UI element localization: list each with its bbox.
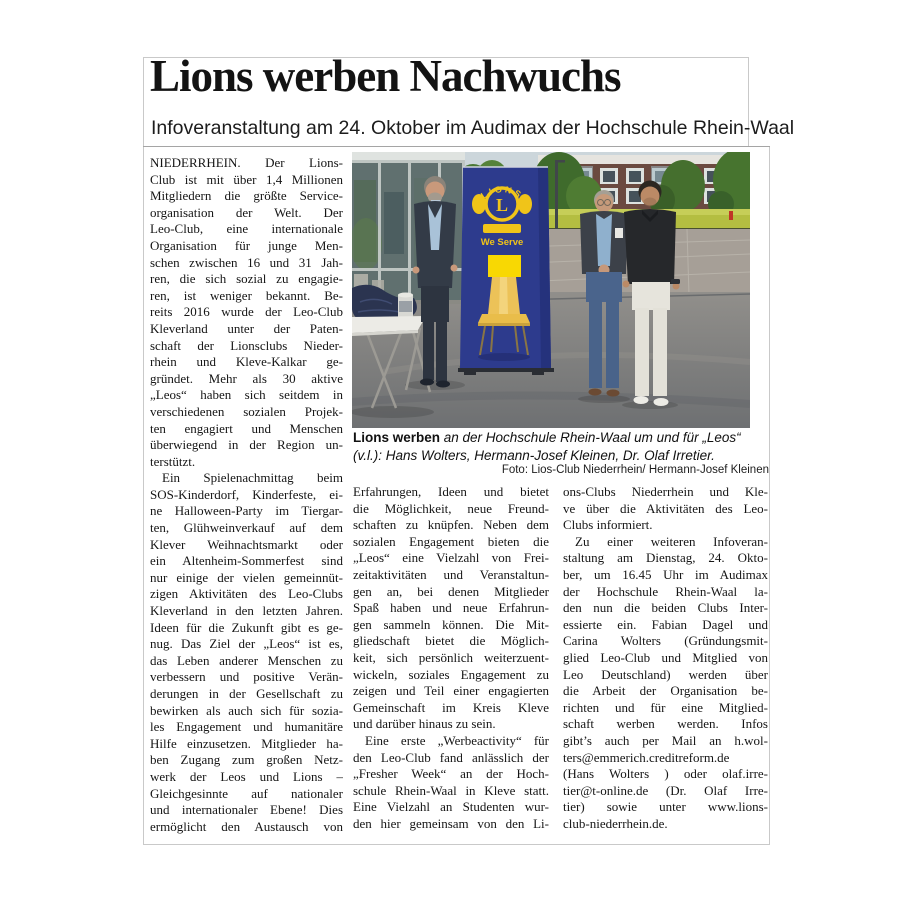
body-line: „Fresher Week“ an der Hoch- — [353, 766, 549, 782]
body-line: werk der Leos und Lions – — [150, 768, 343, 784]
body-line: Gleichgesinnte auf nationaler — [150, 785, 343, 801]
body-line: Carina Wolters (Gründungsmit- — [563, 633, 768, 649]
body-line: gründet. Mehr als 30 aktive — [150, 370, 343, 386]
paragraph — [353, 733, 549, 833]
clip-border-bottom — [143, 844, 770, 845]
body-line: Zu einer weiteren Infoveran- — [575, 533, 768, 549]
body-line: Leo Deutschland) werden über — [563, 666, 768, 682]
lions-ribbon — [483, 224, 521, 233]
body-line: verschiedenen sozialen Projek- — [150, 403, 343, 419]
body-line: ve über die Aktivitäten des Leo- — [563, 500, 768, 516]
body-line: Eine erste „Werbeactivity“ für — [365, 732, 549, 748]
body-line: ermöglicht den Austausch von — [150, 818, 343, 834]
body-line: Klever Weihnachtsmarkt oder — [150, 536, 343, 552]
body-line: NIEDERRHEIN. Der Lions- — [150, 155, 343, 170]
body-line: ten engagiert und Menschen — [150, 420, 343, 436]
body-line: gibt’s auch per Mail an h.wol- — [563, 732, 768, 748]
body-line: club-niederrhein.de. — [563, 815, 668, 831]
divider-rule — [143, 146, 770, 147]
body-line: reits 2016 wurde der Leo-Club — [150, 304, 343, 320]
paragraph — [150, 470, 343, 835]
body-line: zeigen und Teil einer engagierten — [353, 683, 549, 699]
body-line: „Leos“ eine Vielzahl von Frei- — [353, 550, 549, 566]
body-line: Erfahrungen, Ideen und bietet — [353, 484, 549, 499]
body-line: schule Rhein-Waal in Kleve statt. — [353, 782, 549, 798]
photo-credit: Foto: Lios-Club Niederrhein/ Hermann-Josef Kleinen — [501, 464, 769, 476]
body-line: die Arbeit der Organisation be- — [563, 683, 768, 699]
body-line: Organisation für junge Men- — [150, 237, 343, 253]
paragraph — [563, 484, 768, 534]
body-line: schen zwischen 16 und 31 Jah- — [150, 254, 343, 270]
body-line: ber, um 16.45 Uhr im Audimax — [563, 566, 768, 582]
body-line: Mitgliedern die größte Service- — [150, 188, 343, 204]
body-line: sozialen Engagement bieten die — [353, 533, 549, 549]
text-column-2 — [353, 484, 549, 832]
caption-text: an der Hochschule Rhein-Waal um und für „Leos“ (v.l.): Hans Wolters, Hermann-Josef Kleinen, Dr. Olaf Irretier. — [353, 430, 741, 463]
body-line: SOS-Kinderdorf, Kinderfeste, ei- — [150, 486, 343, 502]
article-headline: Lions werben Nachwuchs — [150, 51, 621, 101]
body-line: die Möglichkeit, neue Freund- — [353, 500, 549, 516]
body-line: schaft werben werden. Infos — [563, 716, 768, 732]
body-line: nur einige der vielen gemeinnüt- — [150, 569, 343, 585]
body-line: richten und für eine Mitglied- — [563, 699, 768, 715]
body-line: Spaß haben und neue Erfahrun- — [353, 600, 549, 616]
body-line: keit, sich persönlich weiterzuent- — [353, 649, 549, 665]
body-line: der Hochschule Rhein-Waal la- — [563, 583, 768, 599]
clip-border-left — [143, 57, 144, 845]
body-line: schaft der Lionsclubs Nieder- — [150, 337, 343, 353]
body-line: Eine Vielzahl an Studenten wur- — [353, 799, 549, 815]
body-line: Kleverland in den letzten Jahren. — [150, 603, 343, 619]
body-line: ben Zugang zum großen Netz- — [150, 752, 343, 768]
body-line: zigen Aktivitäten des Leo-Clubs — [150, 586, 343, 602]
distant-person — [729, 211, 733, 220]
body-line: ren, ist weniger bekannt. Be- — [150, 287, 343, 303]
text-column-1 — [150, 155, 343, 835]
caption-lead: Lions werben — [353, 430, 441, 445]
body-line: ein Altenheim-Sommerfest sind — [150, 553, 343, 569]
body-line: terstützt. — [150, 453, 196, 469]
paragraph — [353, 484, 549, 733]
lions-monogram: L — [495, 195, 509, 215]
body-line: schaften zu knüpfen. Neben dem — [353, 517, 549, 533]
body-line: „Leos“ haben sich seitdem in — [150, 387, 343, 403]
body-line: Clubs informiert. — [563, 517, 653, 533]
body-line: gliedschaft bietet die Möglich- — [353, 633, 549, 649]
text-column-3 — [563, 484, 768, 832]
body-line: gen an, bei denen Mitglieder — [353, 583, 549, 599]
paragraph — [150, 155, 343, 470]
body-line: derungen in der Gesellschaft zu — [150, 686, 343, 701]
body-line: Gemeinschaft im Kreis Kleve — [353, 699, 549, 715]
body-line: den hier gemeinsam von den Li- — [353, 815, 549, 831]
body-line: gen sammeln können. Die Mit- — [353, 616, 549, 632]
wrist-watch — [671, 279, 680, 284]
body-line: Leo-Club, eine internationale — [150, 221, 343, 237]
body-line: und internationaler Ebene! Dies — [150, 802, 343, 818]
body-line: überwiegend in der Region un- — [150, 437, 343, 453]
body-line: Club ist mit über 1,4 Millionen — [150, 171, 343, 187]
body-line: rhein und Kleve-Kalkar ge- — [150, 354, 343, 370]
body-line: ons-Clubs Niederrhein und Kle- — [563, 484, 768, 499]
clip-border-right — [769, 146, 770, 845]
body-line: bewirken als auch sich für sozia- — [150, 702, 343, 718]
lions-banner — [458, 167, 554, 375]
banner-slogan: We Serve — [480, 237, 524, 248]
body-line: les Engagement und humanitäre — [150, 719, 343, 735]
body-line: tier) sowie unter www.lions- — [563, 799, 768, 815]
cup — [398, 293, 413, 320]
body-line: ren, die sich sozial zu engagie- — [150, 271, 343, 287]
body-line: essierte ein. Fabian Dagel und — [563, 616, 768, 632]
body-line: nug. Das Ziel der „Leos“ ist es, — [150, 636, 343, 652]
body-line: tier@t-online.de (Dr. Olaf Irre- — [563, 782, 768, 798]
lions-arc-text: LIONS — [479, 184, 525, 201]
body-line: verbessern und positive Verän- — [150, 669, 343, 685]
body-line: Hilfe einzusetzen. Mitglieder ha- — [150, 735, 343, 751]
body-line: ten, Glühweinverkauf auf dem — [150, 520, 343, 536]
body-line: Ideen für die Zukunft gibt es ge- — [150, 619, 343, 635]
body-line: (Hans Wolters ) oder olaf.irre- — [563, 766, 768, 782]
article-subheadline: Infoveranstaltung am 24. Oktober im Audimax der Hochschule Rhein-Waal — [151, 117, 795, 139]
name-badge — [615, 228, 623, 238]
body-line: wickeln, soziales Engagement zu — [353, 666, 549, 682]
body-line: ne Halloween-Party im Tiergar- — [150, 503, 343, 519]
body-line: Ein Spielenachmittag beim — [162, 470, 343, 486]
photo-caption — [353, 429, 769, 465]
article-photo — [352, 152, 750, 428]
body-line: Kleverland unter der Paten- — [150, 320, 343, 336]
body-line: staltung am Dienstag, 24. Okto- — [563, 550, 768, 566]
body-line: glied Leo-Club und Mitglied von — [563, 649, 768, 665]
body-line: zeitaktivitäten und Veranstaltun- — [353, 566, 549, 582]
body-line: das Leben anderer Menschen zu — [150, 652, 343, 668]
body-line: organisation der Welt. Der — [150, 204, 343, 220]
body-line: und darüber hinaus zu sein. — [353, 716, 496, 732]
body-line: ters@emmerich.creditreform.de — [563, 749, 730, 765]
paragraph — [563, 534, 768, 833]
body-line: den Leo-Club fand anlässlich der — [353, 749, 549, 765]
body-line: den nun die beiden Clubs Inter- — [563, 600, 768, 616]
